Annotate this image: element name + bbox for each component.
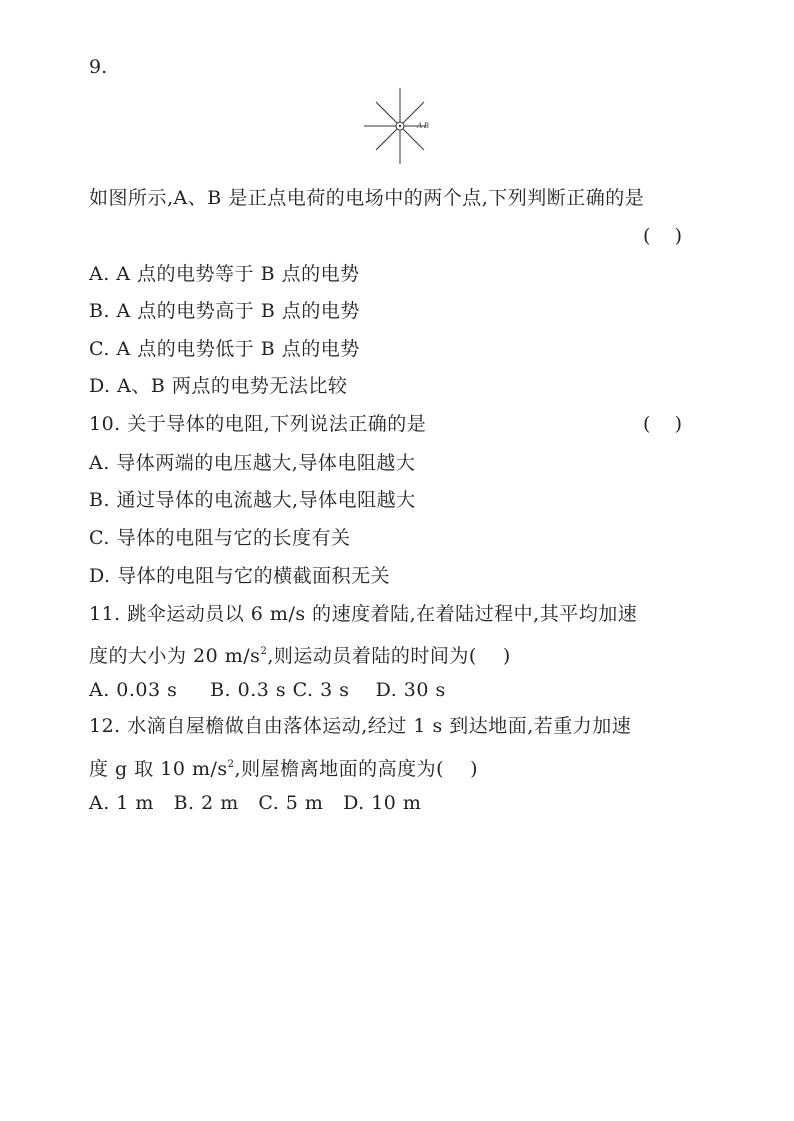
question-12-options: A. 1 m B. 2 m C. 5 m D. 10 m — [89, 792, 422, 814]
question-11-stem-line2-a: 度的大小为 20 m/s — [89, 645, 261, 667]
question-12-stem-line2-b: ,则屋檐离地面的高度为( ) — [234, 758, 479, 780]
question-10-option-a: A. 导体两端的电压越大,导体电阻越大 — [89, 452, 416, 474]
positive-charge-field-figure — [360, 88, 440, 164]
question-9-option-b: B. A 点的电势高于 B 点的电势 — [89, 300, 360, 322]
question-9-number: 9. — [89, 56, 108, 78]
question-11-stem-line2-b: ,则运动员着陆的时间为( ) — [267, 645, 511, 667]
question-10-option-c: C. 导体的电阻与它的长度有关 — [89, 527, 351, 549]
question-10-answer-blank: ( ) — [643, 413, 682, 435]
question-9-stem: 如图所示,A、B 是正点电荷的电场中的两个点,下列判断正确的是 — [89, 187, 645, 209]
figure-point-labels: A B — [417, 121, 429, 130]
question-11-stem-line1: 11. 跳伞运动员以 6 m/s 的速度着陆,在着陆过程中,其平均加速 — [89, 603, 638, 625]
question-10-option-d: D. 导体的电阻与它的横截面积无关 — [89, 565, 391, 587]
question-9-option-c: C. A 点的电势低于 B 点的电势 — [89, 338, 360, 360]
question-9-option-a: A. A 点的电势等于 B 点的电势 — [89, 263, 360, 285]
question-11-options: A. 0.03 s B. 0.3 s C. 3 s D. 30 s — [89, 679, 446, 701]
question-12-stem-line2 — [89, 753, 478, 781]
question-10-stem: 10. 关于导体的电阻,下列说法正确的是 — [89, 413, 427, 435]
question-11-exponent: 2 — [260, 646, 268, 657]
question-12-exponent: 2 — [227, 759, 235, 770]
question-12-stem-line2-a: 度 g 取 10 m/s — [89, 758, 228, 780]
question-11-stem-line2 — [89, 640, 511, 668]
question-10-option-b: B. 通过导体的电流越大,导体电阻越大 — [89, 489, 416, 511]
question-9-option-d: D. A、B 两点的电势无法比较 — [89, 375, 348, 397]
question-12-stem-line1: 12. 水滴自屋檐做自由落体运动,经过 1 s 到达地面,若重力加速 — [89, 715, 632, 737]
question-9-answer-blank: ( ) — [643, 225, 682, 247]
